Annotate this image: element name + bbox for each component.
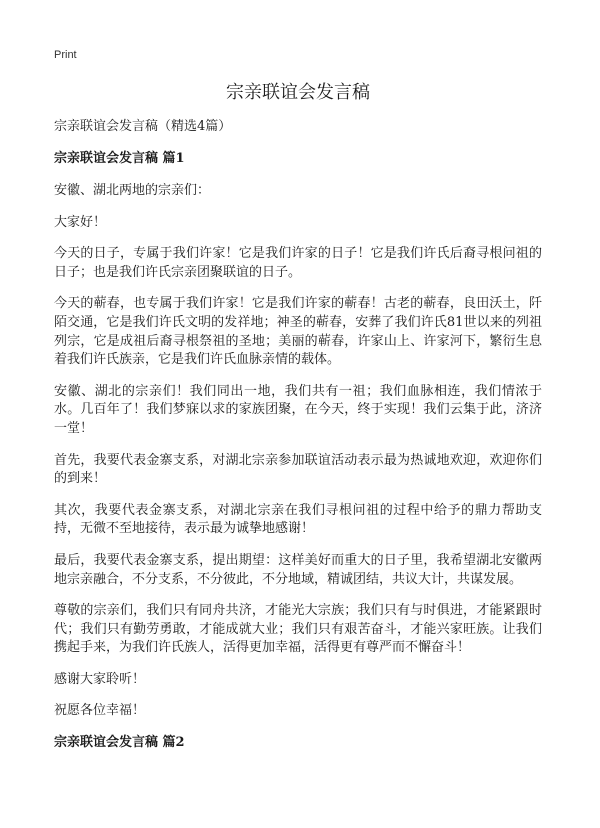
paragraph: 尊敬的宗亲们，我们只有同舟共济，才能光大宗族；我们只有与时俱进，才能紧跟时代；我们只有勤劳勇敢，才能成就大业；我们只有艰苦奋斗，才能兴家旺族。让我们携起手来，为我们许氏族人，活得更加幸福，活得更有尊严而不懈奋斗！	[54, 603, 542, 656]
paragraph: 祝愿各位幸福！	[54, 703, 146, 719]
paragraph: 最后，我要代表金寨支系，提出期望：这样美好而重大的日子里，我希望湖北安徽两地宗亲融合，不分支系，不分彼此，不分地域，精诚团结，共议大计，共谋发展。	[54, 552, 542, 587]
document-subtitle: 宗亲联谊会发言稿（精选4篇）	[54, 119, 232, 134]
section-heading-1: 宗亲联谊会发言稿 篇1	[54, 151, 185, 166]
section-heading-2: 宗亲联谊会发言稿 篇2	[54, 735, 185, 751]
paragraph: 今天的日子，专属于我们许家！它是我们许家的日子！它是我们许氏后裔寻根问祖的日子；也是我们许氏宗亲团聚联谊的日子。	[54, 246, 542, 280]
print-label[interactable]: Print	[54, 49, 77, 61]
paragraph: 其次，我要代表金寨支系，对湖北宗亲在我们寻根问祖的过程中给予的鼎力帮助支持，无微不至地接待，表示最为诚挚地感谢！	[54, 502, 542, 537]
paragraph: 安徽、湖北的宗亲们！我们同出一地，我们共有一祖；我们血脉相连，我们情浓于水。几百年了！我们梦寐以求的家族团聚，在今天，终于实现！我们云集于此，济济一堂！	[54, 383, 542, 436]
paragraph: 今天的蕲春，也专属于我们许家！它是我们许家的蕲春！古老的蕲春，良田沃土，阡陌交通，它是我们许氏文明的发祥地；神圣的蕲春，安葬了我们许氏81世以来的列祖列宗，它是成祖后裔寻根祭祖的圣地；美丽的蕲春，许家山上、许家河下，繁衍生息着我们许氏族亲，它是我们许氏血脉亲情的载体。	[54, 296, 542, 368]
paragraph: 安徽、湖北两地的宗亲们：	[54, 183, 211, 198]
page-title: 宗亲联谊会发言稿	[226, 82, 370, 103]
paragraph: 感谢大家聆听！	[54, 671, 146, 687]
paragraph: 大家好！	[54, 214, 107, 230]
paragraph: 首先，我要代表金寨支系，对湖北宗亲参加联谊活动表示最为热诚地欢迎，欢迎你们的到来！	[54, 452, 542, 487]
